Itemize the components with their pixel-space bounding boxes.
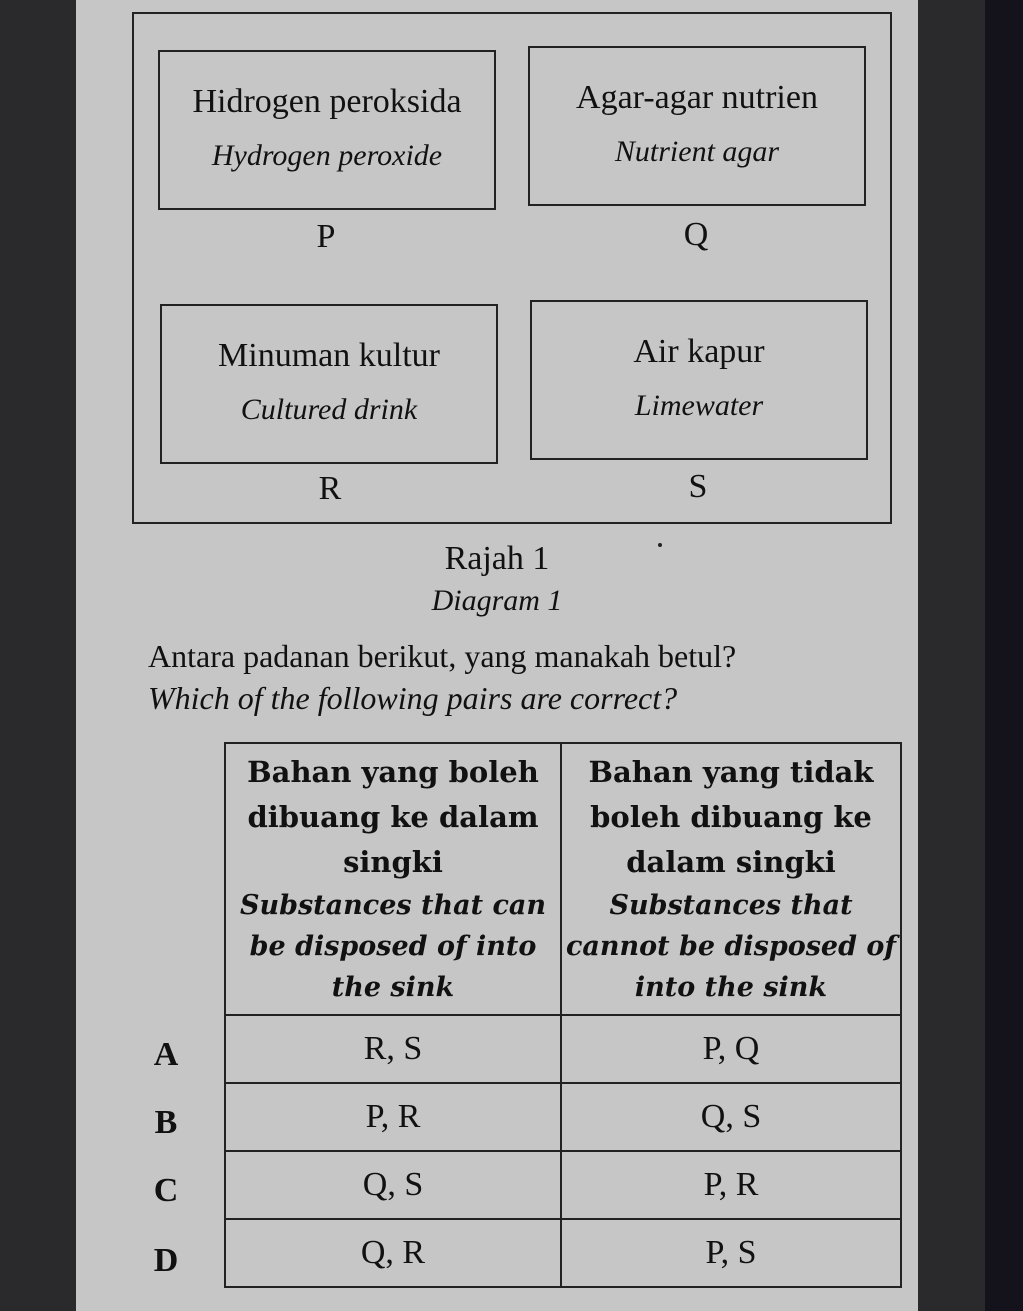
item-box-r bbox=[160, 304, 498, 464]
item-p-letter: P bbox=[316, 218, 336, 255]
row-b-cannot: Q, S bbox=[561, 1083, 901, 1151]
row-a-can: R, S bbox=[225, 1015, 561, 1083]
item-s-name-en: Limewater bbox=[634, 389, 764, 422]
table-row bbox=[225, 1083, 901, 1151]
item-q-letter: Q bbox=[683, 216, 709, 253]
header-cannot-dispose bbox=[561, 743, 901, 1015]
item-s-letter: S bbox=[688, 468, 708, 505]
header-can-dispose-en: Substances that can be disposed of into the sink bbox=[239, 890, 547, 1003]
item-box-q bbox=[528, 46, 866, 206]
table-row bbox=[225, 1151, 901, 1219]
header-cannot-dispose-en: Substances that cannot be disposed of into the sink bbox=[565, 890, 897, 1003]
row-a-cannot: P, Q bbox=[561, 1015, 901, 1083]
item-p-name-ms: Hidrogen peroksida bbox=[192, 83, 462, 120]
item-q-name-en: Nutrient agar bbox=[614, 135, 780, 168]
item-box-s bbox=[530, 300, 868, 460]
option-a-label: A bbox=[153, 1036, 179, 1073]
row-c-can: Q, S bbox=[225, 1151, 561, 1219]
header-can-dispose bbox=[225, 743, 561, 1015]
exam-page bbox=[76, 0, 918, 1311]
right-frame-border bbox=[985, 0, 1023, 1311]
option-c-label: C bbox=[153, 1172, 179, 1209]
table-header-row bbox=[225, 743, 901, 1015]
option-b-label: B bbox=[154, 1104, 178, 1141]
table-row bbox=[225, 1219, 901, 1287]
item-q-name-ms: Agar-agar nutrien bbox=[576, 79, 818, 116]
header-can-dispose-ms: Bahan yang boleh dibuang ke dalam singki bbox=[247, 755, 539, 879]
diagram-caption-ms: Rajah 1 bbox=[444, 540, 550, 577]
item-r-name-ms: Minuman kultur bbox=[218, 337, 440, 374]
diagram-1-frame bbox=[132, 12, 892, 524]
answer-table bbox=[224, 742, 902, 1288]
question-text-ms: Antara padanan berikut, yang manakah betul? bbox=[148, 638, 737, 674]
item-box-p bbox=[158, 50, 496, 210]
table-row bbox=[225, 1015, 901, 1083]
item-r-letter: R bbox=[318, 470, 342, 507]
item-r-name-en: Cultured drink bbox=[240, 393, 418, 426]
row-c-cannot: P, R bbox=[561, 1151, 901, 1219]
option-d-label: D bbox=[153, 1242, 179, 1279]
item-p-name-en: Hydrogen peroxide bbox=[211, 139, 443, 172]
row-d-cannot: P, S bbox=[561, 1219, 901, 1287]
question-text-en: Which of the following pairs are correct? bbox=[148, 680, 678, 716]
row-b-can: P, R bbox=[225, 1083, 561, 1151]
header-cannot-dispose-ms: Bahan yang tidak boleh dibuang ke dalam singki bbox=[588, 755, 874, 879]
item-s-name-ms: Air kapur bbox=[633, 333, 765, 370]
row-d-can: Q, R bbox=[225, 1219, 561, 1287]
diagram-caption-en: Diagram 1 bbox=[431, 584, 563, 617]
